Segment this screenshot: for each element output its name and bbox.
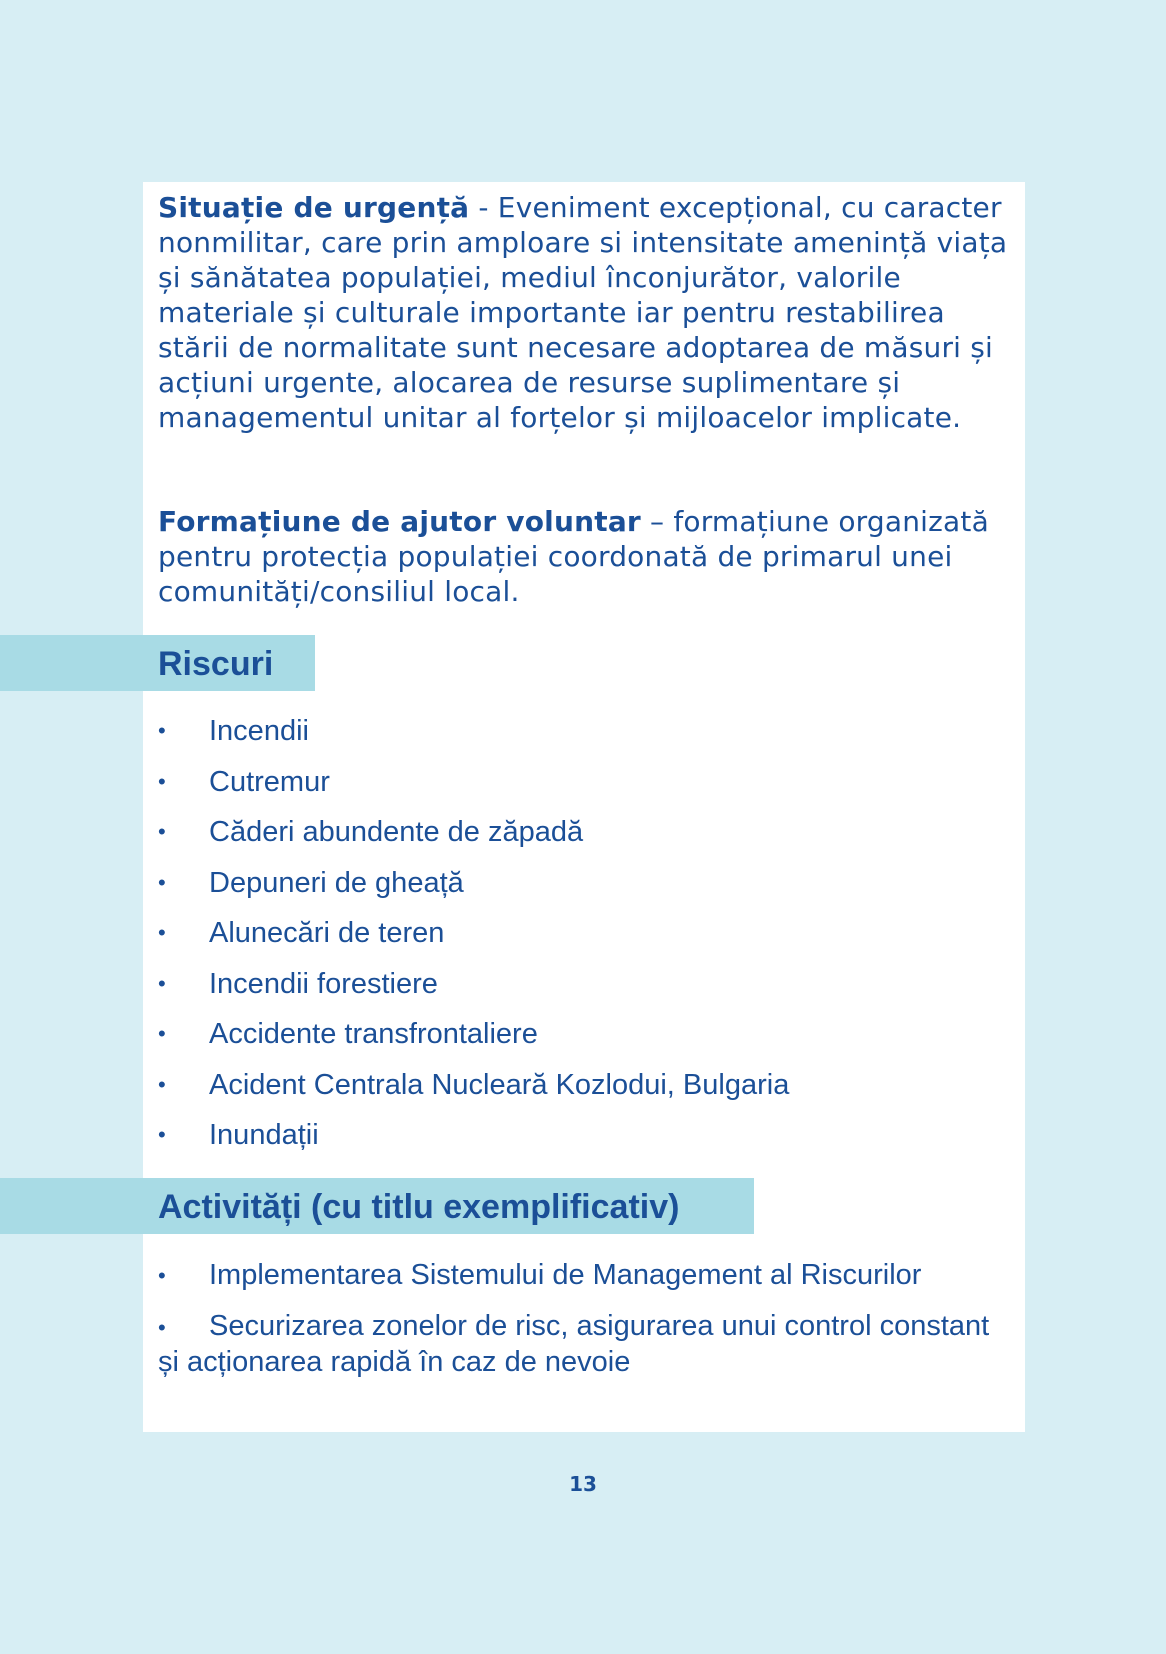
list-item [158, 1110, 789, 1161]
list-item [158, 1060, 789, 1111]
definition-term: Formațiune de ajutor voluntar [158, 505, 641, 538]
bullet-icon: • [158, 718, 166, 743]
definition-formatiune-ajutor [158, 504, 1018, 609]
definition-text: formațiune organizată pentru protecția populației coordonată de primarul unei comunități/consiliul local. [158, 505, 989, 608]
bullet-icon: • [158, 1263, 166, 1288]
list-item [158, 757, 789, 808]
bullet-icon: • [158, 970, 166, 996]
list-item-label: Accidente transfrontaliere [209, 1018, 538, 1050]
section-title-activitati: Activități (cu titlu exemplificativ) [158, 1188, 680, 1226]
list-item [158, 706, 789, 757]
bullet-icon: • [158, 819, 166, 844]
section-title-riscuri: Riscuri [158, 645, 274, 683]
activity-item-label: Securizarea zonelor de risc, asigurarea unui control constant și acționarea rapidă în caz de nevoie [158, 1310, 990, 1378]
risk-list [158, 706, 789, 1161]
list-item-label: Incendii [209, 715, 309, 747]
list-item [158, 959, 789, 1010]
activity-item [158, 1258, 1069, 1293]
definition-situatie-urgenta [158, 190, 1018, 435]
list-item-label: Inundații [209, 1119, 319, 1151]
bullet-icon: • [158, 869, 166, 895]
list-item-label: Acident Centrala Nucleară Kozlodui, Bulgaria [209, 1068, 790, 1101]
list-item [158, 1009, 789, 1060]
definition-text: Eveniment excepțional, cu caracter nonmilitar, care prin amploare si intensitate amenință viața și sănătatea populației, mediul înconjurător, valorile materiale și culturale importante iar pentru restabilirea stării de normalitate sunt necesare adoptarea de măsuri și acțiuni urgente, alocarea de resurse suplimentare și managementul unitar al forțelor și mijloacelor implicate. [158, 191, 1008, 434]
bullet-icon: • [158, 768, 166, 794]
page-number: 13 [569, 1472, 597, 1496]
bullet-icon: • [158, 1071, 166, 1097]
list-item-label: Incendii forestiere [209, 967, 438, 1000]
bullet-icon: • [158, 1315, 166, 1340]
definition-separator: – [640, 505, 674, 538]
list-item-label: Căderi abundente de zăpadă [209, 816, 584, 848]
bullet-icon: • [158, 1021, 166, 1046]
activity-item-label: Implementarea Sistemului de Management al Riscurilor [209, 1259, 922, 1291]
list-item [158, 908, 789, 959]
list-item-label: Alunecări de teren [209, 917, 445, 949]
definition-term: Situație de urgență [158, 191, 470, 224]
list-item-label: Depuneri de gheață [209, 866, 464, 899]
bullet-icon: • [158, 920, 166, 945]
bullet-icon: • [158, 1122, 166, 1147]
definition-separator: - [469, 191, 498, 224]
list-item-label: Cutremur [209, 765, 330, 798]
activity-item [158, 1309, 1018, 1380]
list-item [158, 807, 789, 858]
list-item [158, 858, 789, 909]
